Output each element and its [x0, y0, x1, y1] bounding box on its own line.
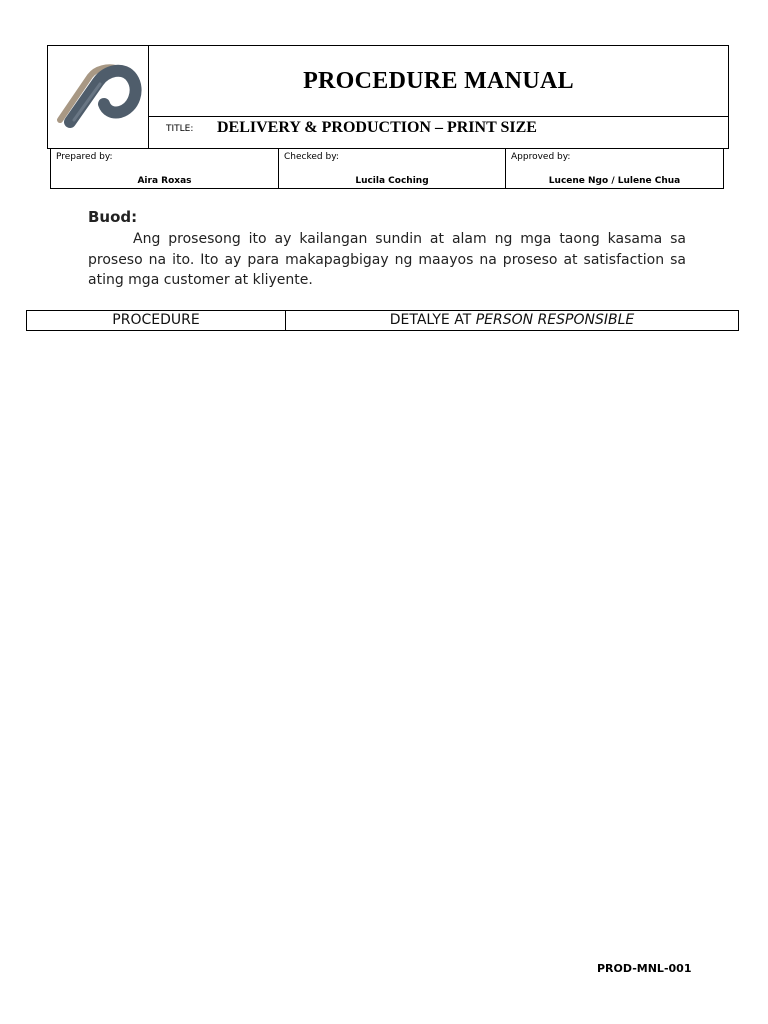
summary-heading: Buod:	[88, 208, 138, 226]
document-header	[47, 45, 729, 149]
approved-by-name: Lucene Ngo / Lulene Chua	[548, 176, 681, 186]
document-title: PROCEDURE MANUAL	[149, 46, 728, 117]
details-column-italic: PERSON RESPONSIBLE	[475, 312, 635, 328]
details-column-header	[286, 311, 738, 330]
prepared-by-label: Prepared by:	[56, 152, 113, 162]
summary-text: Ang prosesong ito ay kailangan sundin at alam ng mga taong kasama sa proseso na ito. Ito ay para makapagbigay ng maayos na proseso at satisfaction sa ating mga customer at kliyente.	[88, 231, 686, 288]
checked-by-name: Lucila Coching	[355, 176, 429, 186]
title-label: TITLE:	[166, 124, 194, 134]
title-value: DELIVERY & PRODUCTION – PRINT SIZE	[217, 119, 537, 136]
procedure-table-header	[26, 310, 739, 331]
company-logo	[54, 60, 144, 132]
checked-by-label: Checked by:	[284, 152, 339, 162]
document-code: PROD-MNL-001	[597, 962, 692, 975]
logo-cell	[48, 46, 149, 148]
approved-by-cell	[505, 149, 723, 188]
approved-by-label: Approved by:	[511, 152, 571, 162]
prepared-by-name: Aira Roxas	[137, 176, 192, 186]
prepared-by-cell	[51, 149, 278, 188]
details-column-prefix: DETALYE AT	[389, 312, 476, 328]
checked-by-cell	[278, 149, 505, 188]
procedure-column-header: PROCEDURE	[27, 311, 286, 330]
signoff-table	[50, 148, 724, 189]
title-row	[149, 117, 728, 148]
